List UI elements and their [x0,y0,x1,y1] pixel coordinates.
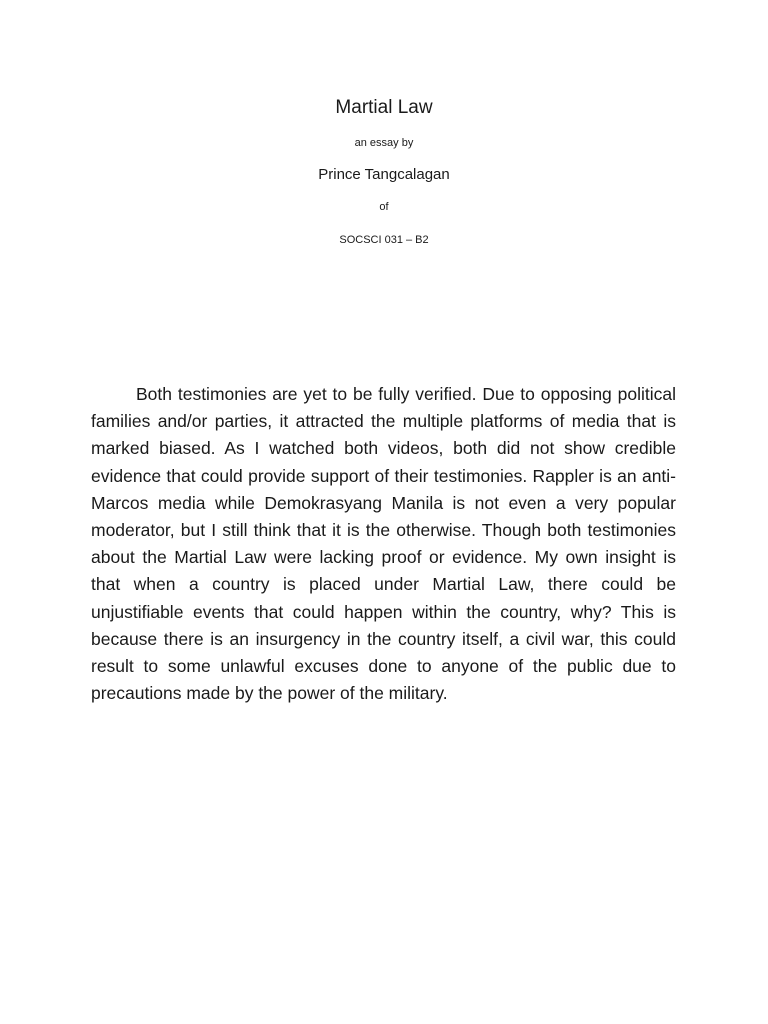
essay-paragraph: Both testimonies are yet to be fully verified. Due to opposing political families and/or parties, it attracted the multiple platforms of media that is marked biased. As I watched both videos, both did not show credible evidence that could provide support of their testimonies. Rappler is an anti-Marcos media while Demokrasyang Manila is not even a very popular moderator, but I still think that it is the otherwise. Though both testimonies about the Martial Law were lacking proof or evidence. My own insight is that when a country is placed under Martial Law, there could be unjustifiable events that could happen within the country, why? This is because there is an insurgency in the country itself, a civil war, this could result to some unlawful excuses done to anyone of the public due to precautions made by the power of the military. [91,384,676,704]
essay-byline: an essay by [354,137,414,149]
course-code: SOCSCI 031 – B2 [339,234,429,246]
author-name: Prince Tangcalagan [318,166,450,183]
of-label: of [379,201,389,213]
essay-title: Martial Law [335,97,433,118]
